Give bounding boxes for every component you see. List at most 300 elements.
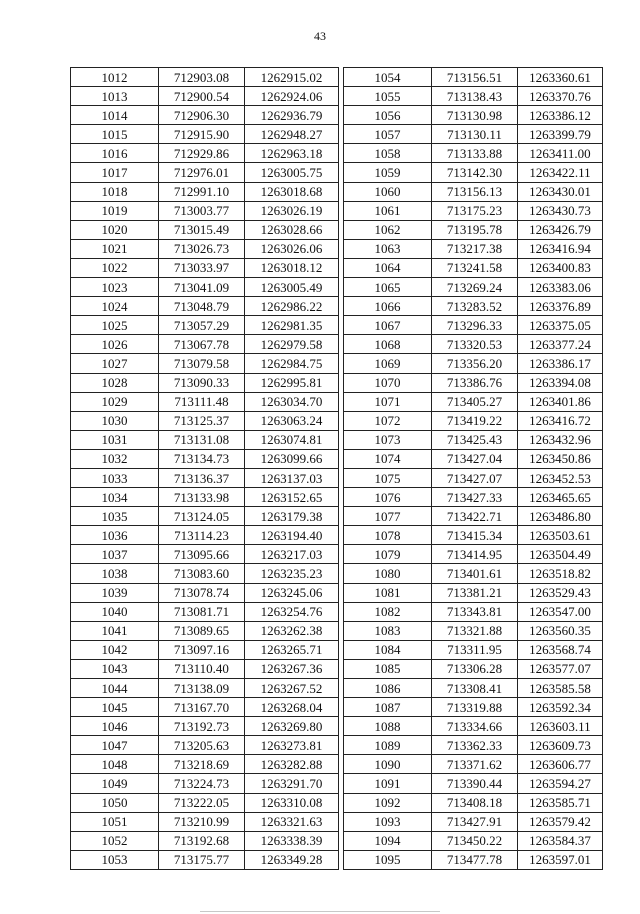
point-number-cell: 1087 — [344, 698, 432, 717]
table-row — [71, 125, 339, 144]
y-coordinate-cell: 1263400.83 — [518, 258, 603, 277]
point-number-cell: 1083 — [344, 621, 432, 640]
y-coordinate-cell: 1263568.74 — [518, 640, 603, 659]
coordinates-table-left — [70, 67, 339, 870]
table-row — [344, 659, 603, 678]
y-coordinate-cell: 1263265.71 — [245, 640, 339, 659]
y-coordinate-cell: 1262948.27 — [245, 125, 339, 144]
y-coordinate-cell: 1263349.28 — [245, 850, 339, 869]
y-coordinate-cell: 1263254.76 — [245, 602, 339, 621]
y-coordinate-cell: 1263282.88 — [245, 755, 339, 774]
x-coordinate-cell: 713408.18 — [432, 793, 518, 812]
x-coordinate-cell: 713283.52 — [432, 297, 518, 316]
y-coordinate-cell: 1263370.76 — [518, 87, 603, 106]
point-number-cell: 1064 — [344, 258, 432, 277]
x-coordinate-cell: 712906.30 — [159, 106, 245, 125]
point-number-cell: 1021 — [71, 239, 159, 258]
x-coordinate-cell: 713306.28 — [432, 659, 518, 678]
table-row — [71, 68, 339, 87]
table-row — [71, 755, 339, 774]
x-coordinate-cell: 713057.29 — [159, 316, 245, 335]
point-number-cell: 1015 — [71, 125, 159, 144]
x-coordinate-cell: 713138.43 — [432, 87, 518, 106]
point-number-cell: 1024 — [71, 297, 159, 316]
y-coordinate-cell: 1263401.86 — [518, 392, 603, 411]
y-coordinate-cell: 1263585.58 — [518, 679, 603, 698]
y-coordinate-cell: 1263411.00 — [518, 144, 603, 163]
table-row — [344, 258, 603, 277]
x-coordinate-cell: 713097.16 — [159, 640, 245, 659]
table-row — [344, 220, 603, 239]
table-row — [71, 430, 339, 449]
table-row — [344, 182, 603, 201]
x-coordinate-cell: 713195.78 — [432, 220, 518, 239]
x-coordinate-cell: 712991.10 — [159, 182, 245, 201]
table-row — [71, 239, 339, 258]
x-coordinate-cell: 713414.95 — [432, 545, 518, 564]
table-row — [344, 201, 603, 220]
x-coordinate-cell: 713067.78 — [159, 335, 245, 354]
y-coordinate-cell: 1263560.35 — [518, 621, 603, 640]
point-number-cell: 1046 — [71, 717, 159, 736]
x-coordinate-cell: 713090.33 — [159, 373, 245, 392]
y-coordinate-cell: 1262936.79 — [245, 106, 339, 125]
table-row — [71, 373, 339, 392]
x-coordinate-cell: 713427.91 — [432, 812, 518, 831]
table-row — [344, 602, 603, 621]
point-number-cell: 1031 — [71, 430, 159, 449]
table-row — [344, 316, 603, 335]
y-coordinate-cell: 1263028.66 — [245, 220, 339, 239]
y-coordinate-cell: 1263026.06 — [245, 239, 339, 258]
coordinate-tables — [70, 67, 602, 868]
table-row — [71, 488, 339, 507]
x-coordinate-cell: 713343.81 — [432, 602, 518, 621]
point-number-cell: 1054 — [344, 68, 432, 87]
x-coordinate-cell: 713015.49 — [159, 220, 245, 239]
y-coordinate-cell: 1263267.36 — [245, 659, 339, 678]
point-number-cell: 1018 — [71, 182, 159, 201]
y-coordinate-cell: 1263603.11 — [518, 717, 603, 736]
x-coordinate-cell: 713134.73 — [159, 449, 245, 468]
table-row — [71, 354, 339, 373]
y-coordinate-cell: 1263486.80 — [518, 507, 603, 526]
x-coordinate-cell: 712929.86 — [159, 144, 245, 163]
x-coordinate-cell: 713131.08 — [159, 430, 245, 449]
table-row — [71, 449, 339, 468]
y-coordinate-cell: 1263074.81 — [245, 430, 339, 449]
table-row — [344, 698, 603, 717]
point-number-cell: 1093 — [344, 812, 432, 831]
y-coordinate-cell: 1262984.75 — [245, 354, 339, 373]
x-coordinate-cell: 713130.98 — [432, 106, 518, 125]
x-coordinate-cell: 713192.68 — [159, 831, 245, 850]
point-number-cell: 1040 — [71, 602, 159, 621]
bottom-scan-line — [200, 911, 440, 912]
table-row — [344, 812, 603, 831]
x-coordinate-cell: 713427.04 — [432, 449, 518, 468]
y-coordinate-cell: 1263547.00 — [518, 602, 603, 621]
x-coordinate-cell: 713320.53 — [432, 335, 518, 354]
x-coordinate-cell: 713419.22 — [432, 411, 518, 430]
table-row — [71, 659, 339, 678]
y-coordinate-cell: 1262915.02 — [245, 68, 339, 87]
x-coordinate-cell: 713110.40 — [159, 659, 245, 678]
point-number-cell: 1089 — [344, 736, 432, 755]
x-coordinate-cell: 713048.79 — [159, 297, 245, 316]
x-coordinate-cell: 713217.38 — [432, 239, 518, 258]
y-coordinate-cell: 1263609.73 — [518, 736, 603, 755]
x-coordinate-cell: 713133.98 — [159, 488, 245, 507]
point-number-cell: 1017 — [71, 163, 159, 182]
y-coordinate-cell: 1262979.58 — [245, 335, 339, 354]
y-coordinate-cell: 1263152.65 — [245, 488, 339, 507]
table-row — [344, 87, 603, 106]
y-coordinate-cell: 1263360.61 — [518, 68, 603, 87]
point-number-cell: 1038 — [71, 564, 159, 583]
x-coordinate-cell: 713269.24 — [432, 278, 518, 297]
table-row — [344, 717, 603, 736]
point-number-cell: 1016 — [71, 144, 159, 163]
x-coordinate-cell: 713138.09 — [159, 679, 245, 698]
x-coordinate-cell: 713224.73 — [159, 774, 245, 793]
y-coordinate-cell: 1263432.96 — [518, 430, 603, 449]
point-number-cell: 1094 — [344, 831, 432, 850]
x-coordinate-cell: 713362.33 — [432, 736, 518, 755]
table-row — [344, 239, 603, 258]
point-number-cell: 1030 — [71, 411, 159, 430]
point-number-cell: 1085 — [344, 659, 432, 678]
table-row — [344, 297, 603, 316]
x-coordinate-cell: 713133.88 — [432, 144, 518, 163]
x-coordinate-cell: 713033.97 — [159, 258, 245, 277]
table-row — [344, 583, 603, 602]
point-number-cell: 1082 — [344, 602, 432, 621]
table-row — [71, 297, 339, 316]
x-coordinate-cell: 713125.37 — [159, 411, 245, 430]
table-row — [71, 545, 339, 564]
x-coordinate-cell: 713111.48 — [159, 392, 245, 411]
point-number-cell: 1060 — [344, 182, 432, 201]
x-coordinate-cell: 713026.73 — [159, 239, 245, 258]
x-coordinate-cell: 713477.78 — [432, 850, 518, 869]
y-coordinate-cell: 1263394.08 — [518, 373, 603, 392]
x-coordinate-cell: 713175.23 — [432, 201, 518, 220]
y-coordinate-cell: 1263179.38 — [245, 507, 339, 526]
x-coordinate-cell: 713450.22 — [432, 831, 518, 850]
point-number-cell: 1068 — [344, 335, 432, 354]
point-number-cell: 1088 — [344, 717, 432, 736]
table-row — [344, 373, 603, 392]
table-row — [344, 621, 603, 640]
y-coordinate-cell: 1263235.23 — [245, 564, 339, 583]
table-row — [71, 831, 339, 850]
x-coordinate-cell: 713356.20 — [432, 354, 518, 373]
y-coordinate-cell: 1263377.24 — [518, 335, 603, 354]
y-coordinate-cell: 1263267.52 — [245, 679, 339, 698]
point-number-cell: 1067 — [344, 316, 432, 335]
table-row — [344, 545, 603, 564]
x-coordinate-cell: 713156.51 — [432, 68, 518, 87]
y-coordinate-cell: 1263450.86 — [518, 449, 603, 468]
y-coordinate-cell: 1263416.72 — [518, 411, 603, 430]
y-coordinate-cell: 1263518.82 — [518, 564, 603, 583]
y-coordinate-cell: 1263597.01 — [518, 850, 603, 869]
x-coordinate-cell: 713041.09 — [159, 278, 245, 297]
y-coordinate-cell: 1263291.70 — [245, 774, 339, 793]
x-coordinate-cell: 713321.88 — [432, 621, 518, 640]
point-number-cell: 1053 — [71, 850, 159, 869]
x-coordinate-cell: 713218.69 — [159, 755, 245, 774]
x-coordinate-cell: 713081.71 — [159, 602, 245, 621]
table-row — [71, 564, 339, 583]
y-coordinate-cell: 1263386.17 — [518, 354, 603, 373]
y-coordinate-cell: 1263321.63 — [245, 812, 339, 831]
x-coordinate-cell: 713167.70 — [159, 698, 245, 717]
x-coordinate-cell: 713241.58 — [432, 258, 518, 277]
y-coordinate-cell: 1263063.24 — [245, 411, 339, 430]
table-row — [71, 163, 339, 182]
x-coordinate-cell: 713296.33 — [432, 316, 518, 335]
table-row — [71, 698, 339, 717]
table-row — [344, 144, 603, 163]
x-coordinate-cell: 713142.30 — [432, 163, 518, 182]
x-coordinate-cell: 713381.21 — [432, 583, 518, 602]
x-coordinate-cell: 713427.07 — [432, 468, 518, 487]
y-coordinate-cell: 1263579.42 — [518, 812, 603, 831]
table-row — [344, 850, 603, 869]
x-coordinate-cell: 713089.65 — [159, 621, 245, 640]
y-coordinate-cell: 1262986.22 — [245, 297, 339, 316]
y-coordinate-cell: 1263026.19 — [245, 201, 339, 220]
y-coordinate-cell: 1263376.89 — [518, 297, 603, 316]
x-coordinate-cell: 713156.13 — [432, 182, 518, 201]
point-number-cell: 1056 — [344, 106, 432, 125]
y-coordinate-cell: 1263422.11 — [518, 163, 603, 182]
table-row — [344, 564, 603, 583]
y-coordinate-cell: 1263018.68 — [245, 182, 339, 201]
table-row — [71, 106, 339, 125]
point-number-cell: 1036 — [71, 526, 159, 545]
x-coordinate-cell: 713311.95 — [432, 640, 518, 659]
point-number-cell: 1034 — [71, 488, 159, 507]
table-row — [71, 850, 339, 869]
point-number-cell: 1041 — [71, 621, 159, 640]
table-row — [344, 679, 603, 698]
point-number-cell: 1043 — [71, 659, 159, 678]
y-coordinate-cell: 1263268.04 — [245, 698, 339, 717]
point-number-cell: 1014 — [71, 106, 159, 125]
table-row — [344, 411, 603, 430]
point-number-cell: 1039 — [71, 583, 159, 602]
point-number-cell: 1023 — [71, 278, 159, 297]
table-row — [71, 583, 339, 602]
x-coordinate-cell: 713114.23 — [159, 526, 245, 545]
point-number-cell: 1033 — [71, 468, 159, 487]
y-coordinate-cell: 1263452.53 — [518, 468, 603, 487]
table-row — [71, 812, 339, 831]
point-number-cell: 1077 — [344, 507, 432, 526]
x-coordinate-cell: 713210.99 — [159, 812, 245, 831]
x-coordinate-cell: 713425.43 — [432, 430, 518, 449]
table-row — [344, 68, 603, 87]
point-number-cell: 1073 — [344, 430, 432, 449]
y-coordinate-cell: 1263584.37 — [518, 831, 603, 850]
table-row — [344, 640, 603, 659]
point-number-cell: 1029 — [71, 392, 159, 411]
point-number-cell: 1095 — [344, 850, 432, 869]
point-number-cell: 1022 — [71, 258, 159, 277]
table-row — [71, 468, 339, 487]
table-row — [344, 831, 603, 850]
point-number-cell: 1035 — [71, 507, 159, 526]
x-coordinate-cell: 713319.88 — [432, 698, 518, 717]
y-coordinate-cell: 1263005.49 — [245, 278, 339, 297]
x-coordinate-cell: 713222.05 — [159, 793, 245, 812]
y-coordinate-cell: 1262995.81 — [245, 373, 339, 392]
point-number-cell: 1086 — [344, 679, 432, 698]
point-number-cell: 1058 — [344, 144, 432, 163]
point-number-cell: 1028 — [71, 373, 159, 392]
point-number-cell: 1045 — [71, 698, 159, 717]
point-number-cell: 1037 — [71, 545, 159, 564]
table-row — [344, 507, 603, 526]
y-coordinate-cell: 1262924.06 — [245, 87, 339, 106]
table-row — [344, 125, 603, 144]
x-coordinate-cell: 713003.77 — [159, 201, 245, 220]
table-row — [71, 774, 339, 793]
table-row — [71, 201, 339, 220]
point-number-cell: 1074 — [344, 449, 432, 468]
table-row — [344, 335, 603, 354]
point-number-cell: 1012 — [71, 68, 159, 87]
table-row — [344, 774, 603, 793]
y-coordinate-cell: 1263465.65 — [518, 488, 603, 507]
x-coordinate-cell: 712903.08 — [159, 68, 245, 87]
table-row — [71, 640, 339, 659]
point-number-cell: 1013 — [71, 87, 159, 106]
table-row — [344, 106, 603, 125]
point-number-cell: 1047 — [71, 736, 159, 755]
table-row — [344, 449, 603, 468]
y-coordinate-cell: 1263585.71 — [518, 793, 603, 812]
point-number-cell: 1070 — [344, 373, 432, 392]
point-number-cell: 1042 — [71, 640, 159, 659]
table-row — [71, 278, 339, 297]
point-number-cell: 1091 — [344, 774, 432, 793]
y-coordinate-cell: 1263375.05 — [518, 316, 603, 335]
point-number-cell: 1061 — [344, 201, 432, 220]
point-number-cell: 1055 — [344, 87, 432, 106]
point-number-cell: 1051 — [71, 812, 159, 831]
point-number-cell: 1090 — [344, 755, 432, 774]
point-number-cell: 1076 — [344, 488, 432, 507]
y-coordinate-cell: 1263310.08 — [245, 793, 339, 812]
y-coordinate-cell: 1263606.77 — [518, 755, 603, 774]
y-coordinate-cell: 1263426.79 — [518, 220, 603, 239]
y-coordinate-cell: 1263018.12 — [245, 258, 339, 277]
y-coordinate-cell: 1262981.35 — [245, 316, 339, 335]
x-coordinate-cell: 713205.63 — [159, 736, 245, 755]
table-row — [71, 411, 339, 430]
point-number-cell: 1080 — [344, 564, 432, 583]
y-coordinate-cell: 1263137.03 — [245, 468, 339, 487]
point-number-cell: 1075 — [344, 468, 432, 487]
table-row — [71, 507, 339, 526]
x-coordinate-cell: 712976.01 — [159, 163, 245, 182]
point-number-cell: 1050 — [71, 793, 159, 812]
table-row — [71, 793, 339, 812]
y-coordinate-cell: 1263416.94 — [518, 239, 603, 258]
y-coordinate-cell: 1263430.01 — [518, 182, 603, 201]
y-coordinate-cell: 1263594.27 — [518, 774, 603, 793]
y-coordinate-cell: 1263383.06 — [518, 278, 603, 297]
point-number-cell: 1062 — [344, 220, 432, 239]
y-coordinate-cell: 1263399.79 — [518, 125, 603, 144]
table-row — [71, 258, 339, 277]
y-coordinate-cell: 1263504.49 — [518, 545, 603, 564]
table-row — [71, 87, 339, 106]
x-coordinate-cell: 713095.66 — [159, 545, 245, 564]
x-coordinate-cell: 713130.11 — [432, 125, 518, 144]
point-number-cell: 1081 — [344, 583, 432, 602]
y-coordinate-cell: 1263034.70 — [245, 392, 339, 411]
x-coordinate-cell: 713136.37 — [159, 468, 245, 487]
x-coordinate-cell: 713334.66 — [432, 717, 518, 736]
x-coordinate-cell: 712900.54 — [159, 87, 245, 106]
point-number-cell: 1066 — [344, 297, 432, 316]
table-row — [71, 220, 339, 239]
table-row — [344, 392, 603, 411]
x-coordinate-cell: 713422.71 — [432, 507, 518, 526]
y-coordinate-cell: 1263269.80 — [245, 717, 339, 736]
table-row — [71, 602, 339, 621]
y-coordinate-cell: 1262963.18 — [245, 144, 339, 163]
y-coordinate-cell: 1263529.43 — [518, 583, 603, 602]
table-row — [344, 354, 603, 373]
table-row — [71, 316, 339, 335]
point-number-cell: 1063 — [344, 239, 432, 258]
point-number-cell: 1032 — [71, 449, 159, 468]
point-number-cell: 1027 — [71, 354, 159, 373]
y-coordinate-cell: 1263592.34 — [518, 698, 603, 717]
y-coordinate-cell: 1263338.39 — [245, 831, 339, 850]
x-coordinate-cell: 713175.77 — [159, 850, 245, 869]
y-coordinate-cell: 1263386.12 — [518, 106, 603, 125]
table-row — [71, 717, 339, 736]
table-row — [71, 736, 339, 755]
point-number-cell: 1079 — [344, 545, 432, 564]
table-row — [71, 526, 339, 545]
point-number-cell: 1092 — [344, 793, 432, 812]
table-row — [344, 793, 603, 812]
y-coordinate-cell: 1263503.61 — [518, 526, 603, 545]
x-coordinate-cell: 713079.58 — [159, 354, 245, 373]
x-coordinate-cell: 712915.90 — [159, 125, 245, 144]
x-coordinate-cell: 713078.74 — [159, 583, 245, 602]
page-number: 43 — [314, 29, 326, 43]
x-coordinate-cell: 713401.61 — [432, 564, 518, 583]
table-row — [71, 621, 339, 640]
point-number-cell: 1059 — [344, 163, 432, 182]
table-row — [71, 144, 339, 163]
y-coordinate-cell: 1263099.66 — [245, 449, 339, 468]
x-coordinate-cell: 713386.76 — [432, 373, 518, 392]
y-coordinate-cell: 1263194.40 — [245, 526, 339, 545]
left-table-body — [71, 68, 339, 870]
table-row — [344, 430, 603, 449]
y-coordinate-cell: 1263430.73 — [518, 201, 603, 220]
